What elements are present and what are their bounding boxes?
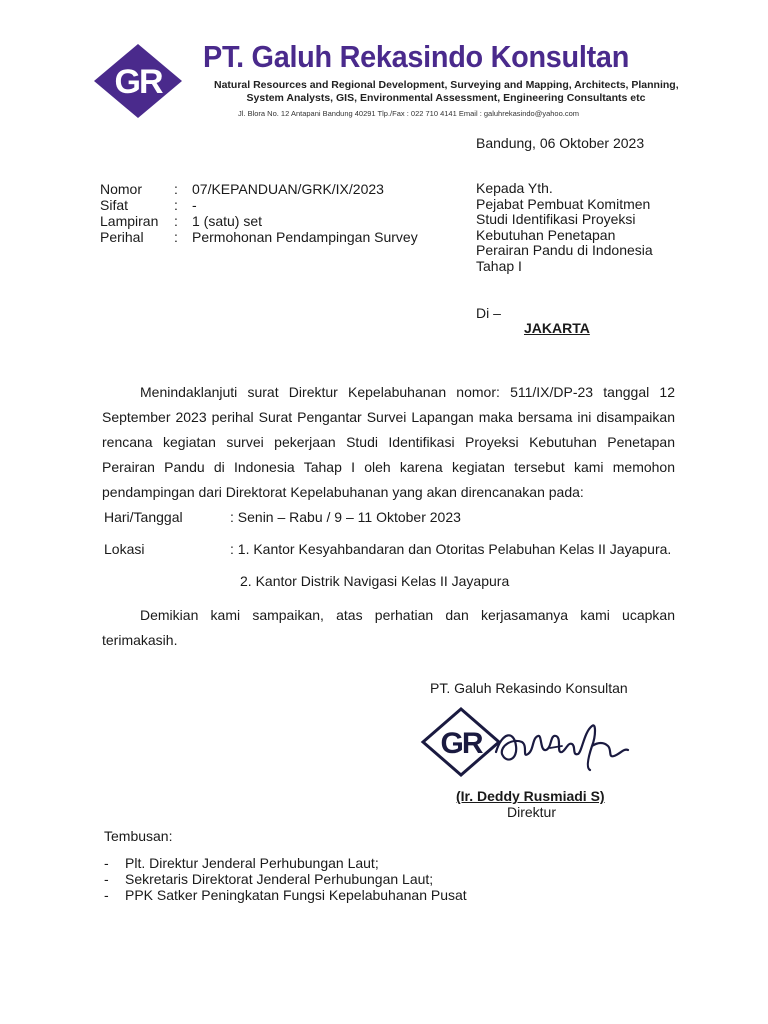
schedule-row [104, 509, 461, 525]
location-1: : 1. Kantor Kesyahbandaran dan Otoritas Pelabuhan Kelas II Jayapura. [230, 541, 672, 557]
meta-value: 1 (satu) set [192, 213, 263, 229]
company-stamp [420, 706, 502, 778]
letter-date: Bandung, 06 Oktober 2023 [476, 135, 645, 151]
location-label: Lokasi [104, 541, 145, 557]
tagline-line-2: System Analysts, GIS, Environmental Assessment, Engineering Consultants etc [246, 92, 646, 104]
company-name: PT. Galuh Rekasindo Konsultan [203, 39, 630, 74]
recipient-city: JAKARTA [524, 320, 590, 336]
list-item: - PPK Satker Peningkatan Fungsi Kepelabuhanan Pusat [104, 887, 467, 903]
signer-title: Direktur [507, 804, 557, 820]
recipient-block [476, 181, 653, 274]
svg-text:GR: GR [114, 63, 162, 101]
location-row [104, 541, 671, 557]
recipient-line: Kepada Yth. [476, 180, 553, 196]
meta-row-nomor: Nomor : 07/KEPANDUAN/GRK/IX/2023 [100, 181, 384, 197]
meta-value: 07/KEPANDUAN/GRK/IX/2023 [192, 181, 384, 197]
recipient-line: Tahap I [476, 257, 522, 274]
company-address: Jl. Blora No. 12 Antapani Bandung 40291 Tlp./Fax : 022 710 4141 Email : galuhrekasindo@yahoo.com [238, 109, 580, 118]
schedule-label: Hari/Tanggal [104, 509, 183, 525]
recipient-line: Perairan Pandu di Indonesia [476, 242, 653, 258]
meta-label: Perihal [100, 229, 144, 245]
signoff-company: PT. Galuh Rekasindo Konsultan [430, 680, 628, 696]
schedule-value: : Senin – Rabu / 9 – 11 Oktober 2023 [230, 509, 461, 525]
tagline-line-1: Natural Resources and Regional Development, Surveying and Mapping, Architects, Planning, [214, 79, 679, 91]
recipient-line: Studi Identifikasi Proyeksi [476, 211, 636, 227]
company-tagline [214, 79, 678, 105]
svg-text:GR: GR [440, 727, 482, 760]
cc-list [104, 855, 467, 903]
recipient-line: Kebutuhan Penetapan [476, 226, 616, 243]
cc-title: Tembusan: [104, 828, 173, 844]
recipient-di: Di – [476, 305, 501, 321]
location-2: 2. Kantor Distrik Navigasi Kelas II Jayapura [240, 573, 510, 589]
recipient-line: Pejabat Pembuat Komitmen [476, 195, 651, 212]
meta-row-lampiran: Lampiran : 1 (satu) set [100, 213, 263, 229]
company-logo [92, 42, 184, 120]
list-item: - Sekretaris Direktorat Jenderal Perhubungan Laut; [104, 871, 434, 887]
meta-value: Permohonan Pendampingan Survey [192, 229, 418, 245]
body-paragraph-1: Menindaklanjuti surat Direktur Kepelabuhanan nomor: 511/IX/DP-23 tanggal 12 September 2023 perihal Surat Pengantar Survei Lapangan maka bersama ini disampaikan rencana kegiatan survei pekerjaan Studi Identifikasi Proyeksi Kebutuhan Penetapan Perairan Pandu di Indonesia Tahap I oleh karena kegiatan tersebut kami memohon pendampingan dari Direktorat Kepelabuhanan yang akan direncanakan pada: [102, 384, 675, 500]
letter-meta [100, 181, 418, 245]
meta-label: Lampiran [100, 213, 159, 229]
signer-name: (Ir. Deddy Rusmiadi S) [456, 788, 605, 804]
meta-label: Sifat [100, 197, 129, 213]
handwritten-signature [492, 712, 632, 782]
list-item: - Plt. Direktur Jenderal Perhubungan Laut; [104, 855, 379, 871]
meta-value: - [192, 197, 197, 213]
body-paragraph-2: Demikian kami sampaikan, atas perhatian dan kerjasamanya kami ucapkan terimakasih. [102, 607, 675, 648]
meta-row-sifat: Sifat : - [100, 197, 197, 213]
meta-label: Nomor [100, 181, 143, 197]
meta-row-perihal: Perihal : Permohonan Pendampingan Survey [100, 229, 418, 245]
